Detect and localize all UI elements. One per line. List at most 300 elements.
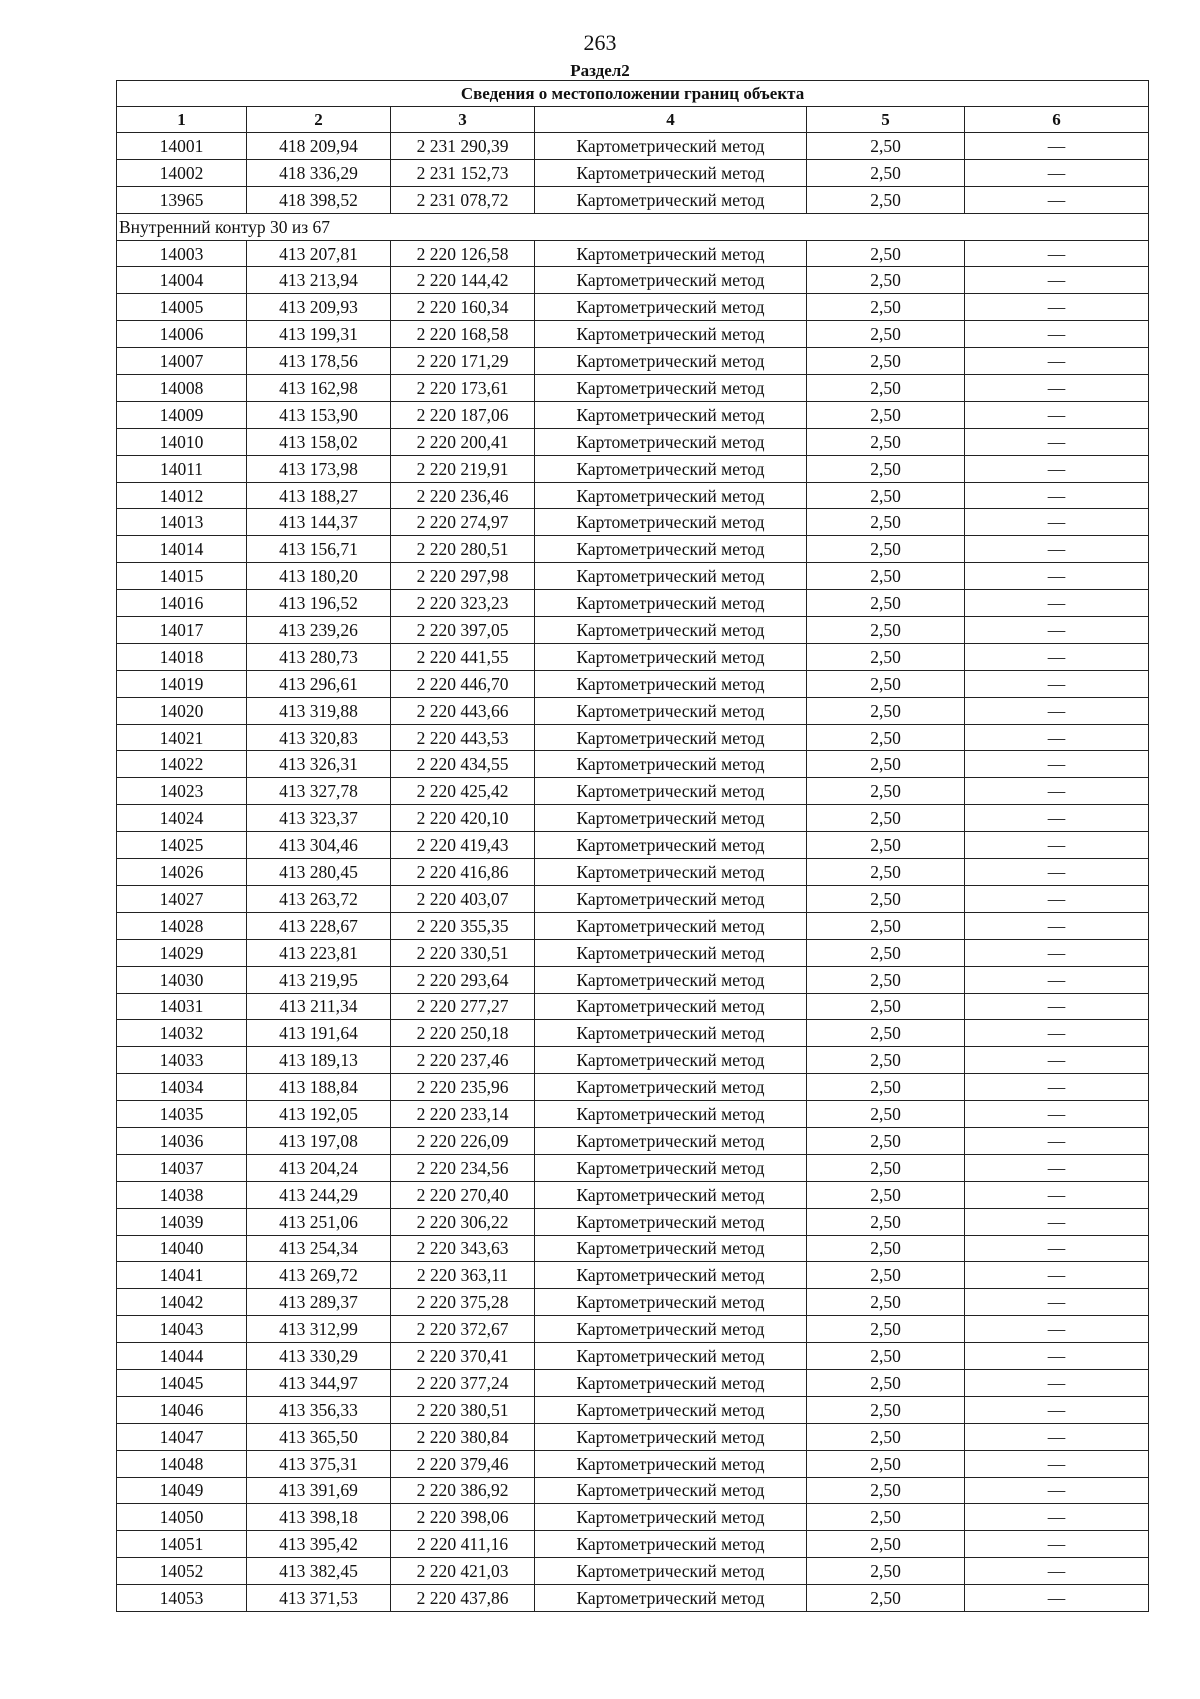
note: —	[965, 1101, 1149, 1128]
table-row	[117, 885, 1149, 912]
table-row	[117, 966, 1149, 993]
method: Картометрический метод	[535, 1181, 807, 1208]
note: —	[965, 1585, 1149, 1612]
column-number: 4	[535, 107, 807, 133]
coordinate-y: 2 231 152,73	[391, 159, 535, 186]
note: —	[965, 1074, 1149, 1101]
coordinate-y: 2 220 330,51	[391, 939, 535, 966]
note: —	[965, 133, 1149, 160]
note: —	[965, 1127, 1149, 1154]
coordinate-x: 413 344,97	[247, 1369, 391, 1396]
note: —	[965, 482, 1149, 509]
table-row	[117, 509, 1149, 536]
accuracy: 2,50	[807, 912, 965, 939]
note: —	[965, 1423, 1149, 1450]
point-number: 14015	[117, 563, 247, 590]
coordinate-y: 2 220 343,63	[391, 1235, 535, 1262]
coordinate-y: 2 220 379,46	[391, 1450, 535, 1477]
method: Картометрический метод	[535, 1343, 807, 1370]
point-number: 14029	[117, 939, 247, 966]
boundary-table	[116, 80, 1149, 1612]
section-title: Раздел2	[570, 61, 630, 80]
point-number: 14001	[117, 133, 247, 160]
coordinate-y: 2 220 187,06	[391, 401, 535, 428]
method: Картометрический метод	[535, 805, 807, 832]
coordinate-y: 2 220 443,66	[391, 697, 535, 724]
accuracy: 2,50	[807, 1396, 965, 1423]
method: Картометрический метод	[535, 912, 807, 939]
coordinate-x: 413 312,99	[247, 1316, 391, 1343]
method: Картометрический метод	[535, 563, 807, 590]
table-row	[117, 859, 1149, 886]
table-row	[117, 186, 1149, 213]
coordinate-x: 413 209,93	[247, 294, 391, 321]
rows-before	[117, 133, 1149, 214]
method: Картометрический метод	[535, 186, 807, 213]
coordinate-y: 2 220 173,61	[391, 375, 535, 402]
point-number: 14042	[117, 1289, 247, 1316]
table-row	[117, 832, 1149, 859]
coordinate-x: 413 213,94	[247, 267, 391, 294]
point-number: 14035	[117, 1101, 247, 1128]
accuracy: 2,50	[807, 617, 965, 644]
point-number: 14027	[117, 885, 247, 912]
table-row	[117, 670, 1149, 697]
coordinate-x: 413 223,81	[247, 939, 391, 966]
method: Картометрический метод	[535, 159, 807, 186]
accuracy: 2,50	[807, 1450, 965, 1477]
coordinate-x: 413 395,42	[247, 1531, 391, 1558]
coordinate-x: 413 371,53	[247, 1585, 391, 1612]
note: —	[965, 1020, 1149, 1047]
table-row	[117, 590, 1149, 617]
method: Картометрический метод	[535, 455, 807, 482]
point-number: 14037	[117, 1154, 247, 1181]
coordinate-x: 413 263,72	[247, 885, 391, 912]
accuracy: 2,50	[807, 1423, 965, 1450]
point-number: 14012	[117, 482, 247, 509]
column-number-row	[117, 107, 1149, 133]
accuracy: 2,50	[807, 240, 965, 267]
coordinate-x: 413 178,56	[247, 348, 391, 375]
note: —	[965, 186, 1149, 213]
note: —	[965, 1316, 1149, 1343]
column-number: 1	[117, 107, 247, 133]
table-row	[117, 1585, 1149, 1612]
table-row	[117, 1423, 1149, 1450]
point-number: 14002	[117, 159, 247, 186]
note: —	[965, 912, 1149, 939]
coordinate-y: 2 220 293,64	[391, 966, 535, 993]
coordinate-y: 2 231 078,72	[391, 186, 535, 213]
note: —	[965, 697, 1149, 724]
coordinate-y: 2 220 403,07	[391, 885, 535, 912]
accuracy: 2,50	[807, 401, 965, 428]
accuracy: 2,50	[807, 536, 965, 563]
coordinate-y: 2 220 370,41	[391, 1343, 535, 1370]
note: —	[965, 859, 1149, 886]
table-row	[117, 240, 1149, 267]
coordinate-y: 2 220 421,03	[391, 1558, 535, 1585]
table-row	[117, 724, 1149, 751]
table-row	[117, 1289, 1149, 1316]
coordinate-x: 413 189,13	[247, 1047, 391, 1074]
note: —	[965, 1235, 1149, 1262]
coordinate-x: 413 320,83	[247, 724, 391, 751]
coordinate-y: 2 220 270,40	[391, 1181, 535, 1208]
table-row	[117, 1369, 1149, 1396]
coordinate-y: 2 220 386,92	[391, 1477, 535, 1504]
accuracy: 2,50	[807, 1181, 965, 1208]
method: Картометрический метод	[535, 966, 807, 993]
method: Картометрический метод	[535, 939, 807, 966]
method: Картометрический метод	[535, 778, 807, 805]
note: —	[965, 832, 1149, 859]
method: Картометрический метод	[535, 294, 807, 321]
table-row	[117, 1531, 1149, 1558]
point-number: 14049	[117, 1477, 247, 1504]
note: —	[965, 724, 1149, 751]
method: Картометрический метод	[535, 1074, 807, 1101]
contour-row	[117, 213, 1149, 240]
accuracy: 2,50	[807, 1127, 965, 1154]
note: —	[965, 751, 1149, 778]
point-number: 14018	[117, 643, 247, 670]
method: Картометрический метод	[535, 509, 807, 536]
coordinate-y: 2 220 372,67	[391, 1316, 535, 1343]
coordinate-x: 413 239,26	[247, 617, 391, 644]
note: —	[965, 643, 1149, 670]
coordinate-x: 413 211,34	[247, 993, 391, 1020]
coordinate-y: 2 220 437,86	[391, 1585, 535, 1612]
point-number: 14041	[117, 1262, 247, 1289]
accuracy: 2,50	[807, 724, 965, 751]
table-row	[117, 1154, 1149, 1181]
note: —	[965, 1369, 1149, 1396]
coordinate-y: 2 220 126,58	[391, 240, 535, 267]
method: Картометрический метод	[535, 1585, 807, 1612]
method: Картометрический метод	[535, 643, 807, 670]
point-number: 14005	[117, 294, 247, 321]
coordinate-x: 413 304,46	[247, 832, 391, 859]
point-number: 14031	[117, 993, 247, 1020]
coordinate-y: 2 220 443,53	[391, 724, 535, 751]
note: —	[965, 1262, 1149, 1289]
note: —	[965, 1396, 1149, 1423]
method: Картометрический метод	[535, 1154, 807, 1181]
method: Картометрический метод	[535, 1316, 807, 1343]
method: Картометрический метод	[535, 1047, 807, 1074]
coordinate-x: 418 209,94	[247, 133, 391, 160]
accuracy: 2,50	[807, 1074, 965, 1101]
point-number: 14053	[117, 1585, 247, 1612]
coordinate-x: 413 188,27	[247, 482, 391, 509]
note: —	[965, 401, 1149, 428]
table-row	[117, 1396, 1149, 1423]
table-row	[117, 1074, 1149, 1101]
accuracy: 2,50	[807, 133, 965, 160]
accuracy: 2,50	[807, 1101, 965, 1128]
point-number: 14033	[117, 1047, 247, 1074]
table-row	[117, 321, 1149, 348]
coordinate-y: 2 220 355,35	[391, 912, 535, 939]
coordinate-x: 413 197,08	[247, 1127, 391, 1154]
table-row	[117, 563, 1149, 590]
coordinate-x: 413 327,78	[247, 778, 391, 805]
rows-after	[117, 240, 1149, 1611]
coordinate-y: 2 220 419,43	[391, 832, 535, 859]
accuracy: 2,50	[807, 159, 965, 186]
note: —	[965, 1047, 1149, 1074]
method: Картометрический метод	[535, 1289, 807, 1316]
coordinate-y: 2 220 425,42	[391, 778, 535, 805]
method: Картометрический метод	[535, 1020, 807, 1047]
coordinate-x: 413 204,24	[247, 1154, 391, 1181]
note: —	[965, 1181, 1149, 1208]
coordinate-y: 2 220 236,46	[391, 482, 535, 509]
coordinate-x: 413 188,84	[247, 1074, 391, 1101]
note: —	[965, 1289, 1149, 1316]
coordinate-y: 2 220 375,28	[391, 1289, 535, 1316]
coordinate-x: 413 219,95	[247, 966, 391, 993]
point-number: 14034	[117, 1074, 247, 1101]
point-number: 14046	[117, 1396, 247, 1423]
accuracy: 2,50	[807, 966, 965, 993]
accuracy: 2,50	[807, 1477, 965, 1504]
method: Картометрический метод	[535, 1450, 807, 1477]
note: —	[965, 993, 1149, 1020]
coordinate-y: 2 220 168,58	[391, 321, 535, 348]
point-number: 14030	[117, 966, 247, 993]
note: —	[965, 617, 1149, 644]
column-number: 5	[807, 107, 965, 133]
point-number: 14023	[117, 778, 247, 805]
coordinate-x: 413 269,72	[247, 1262, 391, 1289]
table-row	[117, 455, 1149, 482]
table-row	[117, 778, 1149, 805]
coordinate-x: 413 365,50	[247, 1423, 391, 1450]
method: Картометрический метод	[535, 1477, 807, 1504]
coordinate-y: 2 220 280,51	[391, 536, 535, 563]
coordinate-x: 413 228,67	[247, 912, 391, 939]
accuracy: 2,50	[807, 885, 965, 912]
note: —	[965, 321, 1149, 348]
point-number: 14044	[117, 1343, 247, 1370]
table-row	[117, 697, 1149, 724]
note: —	[965, 536, 1149, 563]
coordinate-x: 413 153,90	[247, 401, 391, 428]
coordinate-x: 413 156,71	[247, 536, 391, 563]
accuracy: 2,50	[807, 186, 965, 213]
method: Картометрический метод	[535, 697, 807, 724]
table-row	[117, 1101, 1149, 1128]
coordinate-x: 413 192,05	[247, 1101, 391, 1128]
note: —	[965, 590, 1149, 617]
coordinate-y: 2 220 380,51	[391, 1396, 535, 1423]
coordinate-x: 413 144,37	[247, 509, 391, 536]
column-number: 6	[965, 107, 1149, 133]
accuracy: 2,50	[807, 348, 965, 375]
point-number: 14022	[117, 751, 247, 778]
method: Картометрический метод	[535, 1101, 807, 1128]
point-number: 14004	[117, 267, 247, 294]
accuracy: 2,50	[807, 670, 965, 697]
method: Картометрический метод	[535, 401, 807, 428]
table-row	[117, 912, 1149, 939]
accuracy: 2,50	[807, 751, 965, 778]
method: Картометрический метод	[535, 133, 807, 160]
point-number: 14040	[117, 1235, 247, 1262]
note: —	[965, 1154, 1149, 1181]
coordinate-x: 413 162,98	[247, 375, 391, 402]
point-number: 14017	[117, 617, 247, 644]
note: —	[965, 294, 1149, 321]
accuracy: 2,50	[807, 1585, 965, 1612]
accuracy: 2,50	[807, 778, 965, 805]
method: Картометрический метод	[535, 240, 807, 267]
coordinate-x: 413 323,37	[247, 805, 391, 832]
accuracy: 2,50	[807, 1369, 965, 1396]
table-row	[117, 617, 1149, 644]
table-row	[117, 1504, 1149, 1531]
accuracy: 2,50	[807, 1208, 965, 1235]
accuracy: 2,50	[807, 1531, 965, 1558]
accuracy: 2,50	[807, 1558, 965, 1585]
table-row	[117, 1047, 1149, 1074]
coordinate-x: 413 289,37	[247, 1289, 391, 1316]
point-number: 14010	[117, 428, 247, 455]
coordinate-x: 413 251,06	[247, 1208, 391, 1235]
coordinate-y: 2 220 446,70	[391, 670, 535, 697]
note: —	[965, 939, 1149, 966]
accuracy: 2,50	[807, 1020, 965, 1047]
accuracy: 2,50	[807, 1343, 965, 1370]
table-row	[117, 1477, 1149, 1504]
coordinate-y: 2 220 420,10	[391, 805, 535, 832]
coordinate-y: 2 220 237,46	[391, 1047, 535, 1074]
method: Картометрический метод	[535, 751, 807, 778]
point-number: 14026	[117, 859, 247, 886]
table-row	[117, 1127, 1149, 1154]
note: —	[965, 1477, 1149, 1504]
accuracy: 2,50	[807, 482, 965, 509]
point-number: 14045	[117, 1369, 247, 1396]
coordinate-x: 413 254,34	[247, 1235, 391, 1262]
note: —	[965, 1450, 1149, 1477]
coordinate-y: 2 220 363,11	[391, 1262, 535, 1289]
point-number: 14038	[117, 1181, 247, 1208]
contour-label: Внутренний контур 30 из 67	[117, 213, 1149, 240]
coordinate-x: 413 173,98	[247, 455, 391, 482]
note: —	[965, 966, 1149, 993]
note: —	[965, 778, 1149, 805]
table-row	[117, 294, 1149, 321]
point-number: 14019	[117, 670, 247, 697]
note: —	[965, 428, 1149, 455]
method: Картометрический метод	[535, 885, 807, 912]
coordinate-y: 2 220 377,24	[391, 1369, 535, 1396]
accuracy: 2,50	[807, 697, 965, 724]
point-number: 14021	[117, 724, 247, 751]
method: Картометрический метод	[535, 1235, 807, 1262]
table-row	[117, 939, 1149, 966]
point-number: 14008	[117, 375, 247, 402]
coordinate-x: 413 244,29	[247, 1181, 391, 1208]
accuracy: 2,50	[807, 993, 965, 1020]
point-number: 14020	[117, 697, 247, 724]
coordinate-x: 413 280,45	[247, 859, 391, 886]
table-row	[117, 1343, 1149, 1370]
accuracy: 2,50	[807, 428, 965, 455]
coordinate-y: 2 220 441,55	[391, 643, 535, 670]
coordinate-x: 413 319,88	[247, 697, 391, 724]
note: —	[965, 375, 1149, 402]
method: Картометрический метод	[535, 1504, 807, 1531]
method: Картометрический метод	[535, 482, 807, 509]
coordinate-x: 413 196,52	[247, 590, 391, 617]
coordinate-y: 2 220 171,29	[391, 348, 535, 375]
point-number: 14009	[117, 401, 247, 428]
note: —	[965, 805, 1149, 832]
accuracy: 2,50	[807, 375, 965, 402]
coordinate-x: 413 391,69	[247, 1477, 391, 1504]
method: Картометрический метод	[535, 1262, 807, 1289]
coordinate-y: 2 220 226,09	[391, 1127, 535, 1154]
method: Картометрический метод	[535, 321, 807, 348]
point-number: 13965	[117, 186, 247, 213]
table-row	[117, 348, 1149, 375]
coordinate-y: 2 220 380,84	[391, 1423, 535, 1450]
coordinate-y: 2 231 290,39	[391, 133, 535, 160]
note: —	[965, 240, 1149, 267]
table-row	[117, 1262, 1149, 1289]
point-number: 14043	[117, 1316, 247, 1343]
coordinate-x: 413 180,20	[247, 563, 391, 590]
accuracy: 2,50	[807, 805, 965, 832]
method: Картометрический метод	[535, 348, 807, 375]
method: Картометрический метод	[535, 993, 807, 1020]
accuracy: 2,50	[807, 1235, 965, 1262]
coordinate-y: 2 220 416,86	[391, 859, 535, 886]
table-row	[117, 1316, 1149, 1343]
point-number: 14007	[117, 348, 247, 375]
note: —	[965, 348, 1149, 375]
method: Картометрический метод	[535, 375, 807, 402]
table-row	[117, 375, 1149, 402]
point-number: 14028	[117, 912, 247, 939]
point-number: 14003	[117, 240, 247, 267]
table-row	[117, 267, 1149, 294]
coordinate-x: 413 398,18	[247, 1504, 391, 1531]
column-number: 2	[247, 107, 391, 133]
coordinate-y: 2 220 398,06	[391, 1504, 535, 1531]
method: Картометрический метод	[535, 267, 807, 294]
table-row	[117, 1208, 1149, 1235]
accuracy: 2,50	[807, 859, 965, 886]
note: —	[965, 1558, 1149, 1585]
coordinate-x: 413 296,61	[247, 670, 391, 697]
method: Картометрический метод	[535, 1127, 807, 1154]
point-number: 14047	[117, 1423, 247, 1450]
coordinate-x: 413 158,02	[247, 428, 391, 455]
coordinate-y: 2 220 200,41	[391, 428, 535, 455]
table-row	[117, 133, 1149, 160]
point-number: 14039	[117, 1208, 247, 1235]
point-number: 14006	[117, 321, 247, 348]
accuracy: 2,50	[807, 643, 965, 670]
point-number: 14016	[117, 590, 247, 617]
method: Картометрический метод	[535, 832, 807, 859]
